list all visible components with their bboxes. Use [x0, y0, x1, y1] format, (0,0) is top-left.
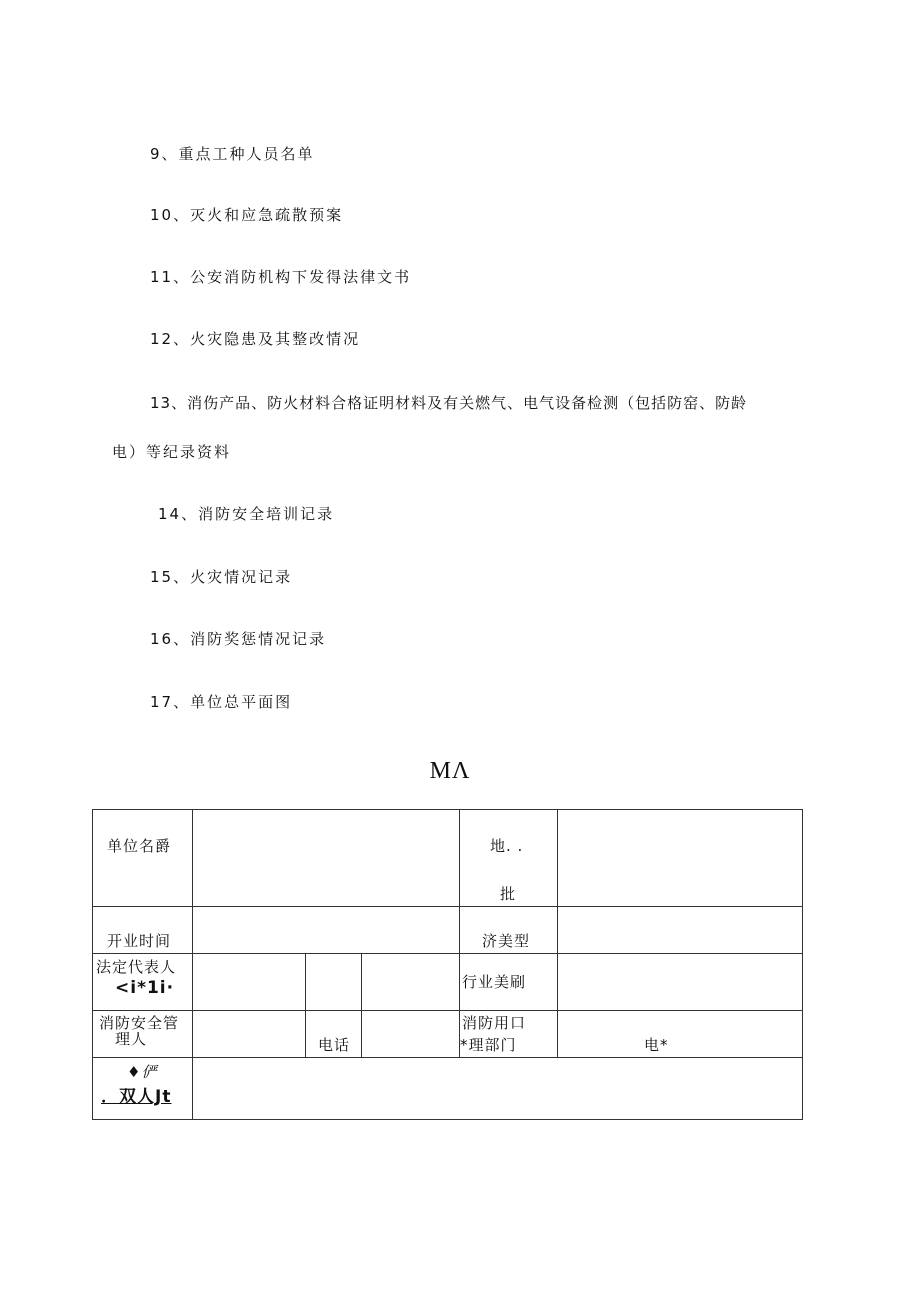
- open-time-label: 开业时间: [107, 932, 172, 950]
- address-label-cell: [460, 810, 558, 907]
- industry-label-cell: [460, 954, 558, 1011]
- list-item-11: 11、公安消防机构下发得法律文书: [150, 268, 412, 286]
- last-label-cell: [93, 1058, 193, 1120]
- open-time-label-cell: [93, 907, 193, 954]
- econ-type-label: 济美型: [482, 932, 531, 950]
- legal-rep-label-line2: <i*1i·: [115, 978, 175, 998]
- list-item-13-continued: 电）等纪录资料: [112, 443, 232, 461]
- fire-dept-label-line1: 消防用口: [462, 1014, 527, 1032]
- unit-info-table: [92, 809, 803, 1120]
- econ-type-label-cell: [460, 907, 558, 954]
- last-label-line1: ♦俨: [127, 1063, 158, 1081]
- list-item-13: 13、消伤产品、防火材料合格证明材料及有关燃气、电气设备检测（包括防窑、防龄: [150, 394, 748, 412]
- legal-rep-extra-cell-2[interactable]: [362, 954, 460, 1011]
- address-label-line1: 地. .: [490, 837, 524, 855]
- legal-rep-label-line1: 法定代表人: [96, 958, 177, 976]
- fire-dept-label-line2: *理部门: [460, 1036, 517, 1054]
- phone-value-cell[interactable]: [362, 1011, 460, 1058]
- industry-value-cell[interactable]: [558, 954, 803, 1011]
- fire-manager-value-cell[interactable]: [193, 1011, 306, 1058]
- address-value-cell[interactable]: [558, 810, 803, 907]
- last-value-cell[interactable]: [193, 1058, 803, 1120]
- phone2-label: 电*: [644, 1036, 669, 1054]
- phone2-cell[interactable]: [558, 1011, 803, 1058]
- fire-dept-label-cell: [460, 1011, 558, 1058]
- phone-label: 电话: [318, 1036, 351, 1054]
- last-label-line2: ．双人Jt: [101, 1087, 172, 1107]
- phone-label-cell: [306, 1011, 362, 1058]
- unit-name-label-cell: [93, 810, 193, 907]
- fire-manager-label-line1: 消防安全管: [99, 1014, 180, 1032]
- list-item-14: 14、消防安全培训记录: [158, 505, 335, 523]
- unit-name-value-cell[interactable]: [193, 810, 460, 907]
- econ-type-value-cell[interactable]: [558, 907, 803, 954]
- legal-rep-label-cell: [93, 954, 193, 1011]
- open-time-value-cell[interactable]: [193, 907, 460, 954]
- list-item-12: 12、火灾隐患及其整改情况: [150, 330, 361, 348]
- fire-manager-label-line2: 理人: [115, 1030, 148, 1048]
- list-item-10: 10、灭火和应急疏散预案: [150, 206, 344, 224]
- fire-manager-label-cell: [93, 1011, 193, 1058]
- legal-rep-value-cell[interactable]: [193, 954, 306, 1011]
- list-item-15: 15、火灾情况记录: [150, 568, 293, 586]
- legal-rep-extra-cell-1[interactable]: [306, 954, 362, 1011]
- unit-name-label: 单位名爵: [107, 837, 172, 855]
- list-item-16: 16、消防奖惩情况记录: [150, 630, 327, 648]
- section-title: MΛ: [429, 758, 471, 784]
- address-label-line2: 批: [500, 885, 517, 903]
- list-item-9: 9、重点工种人员名单: [150, 145, 315, 163]
- list-item-17: 17、单位总平面图: [150, 693, 293, 711]
- industry-label: 行业美刷: [462, 973, 527, 991]
